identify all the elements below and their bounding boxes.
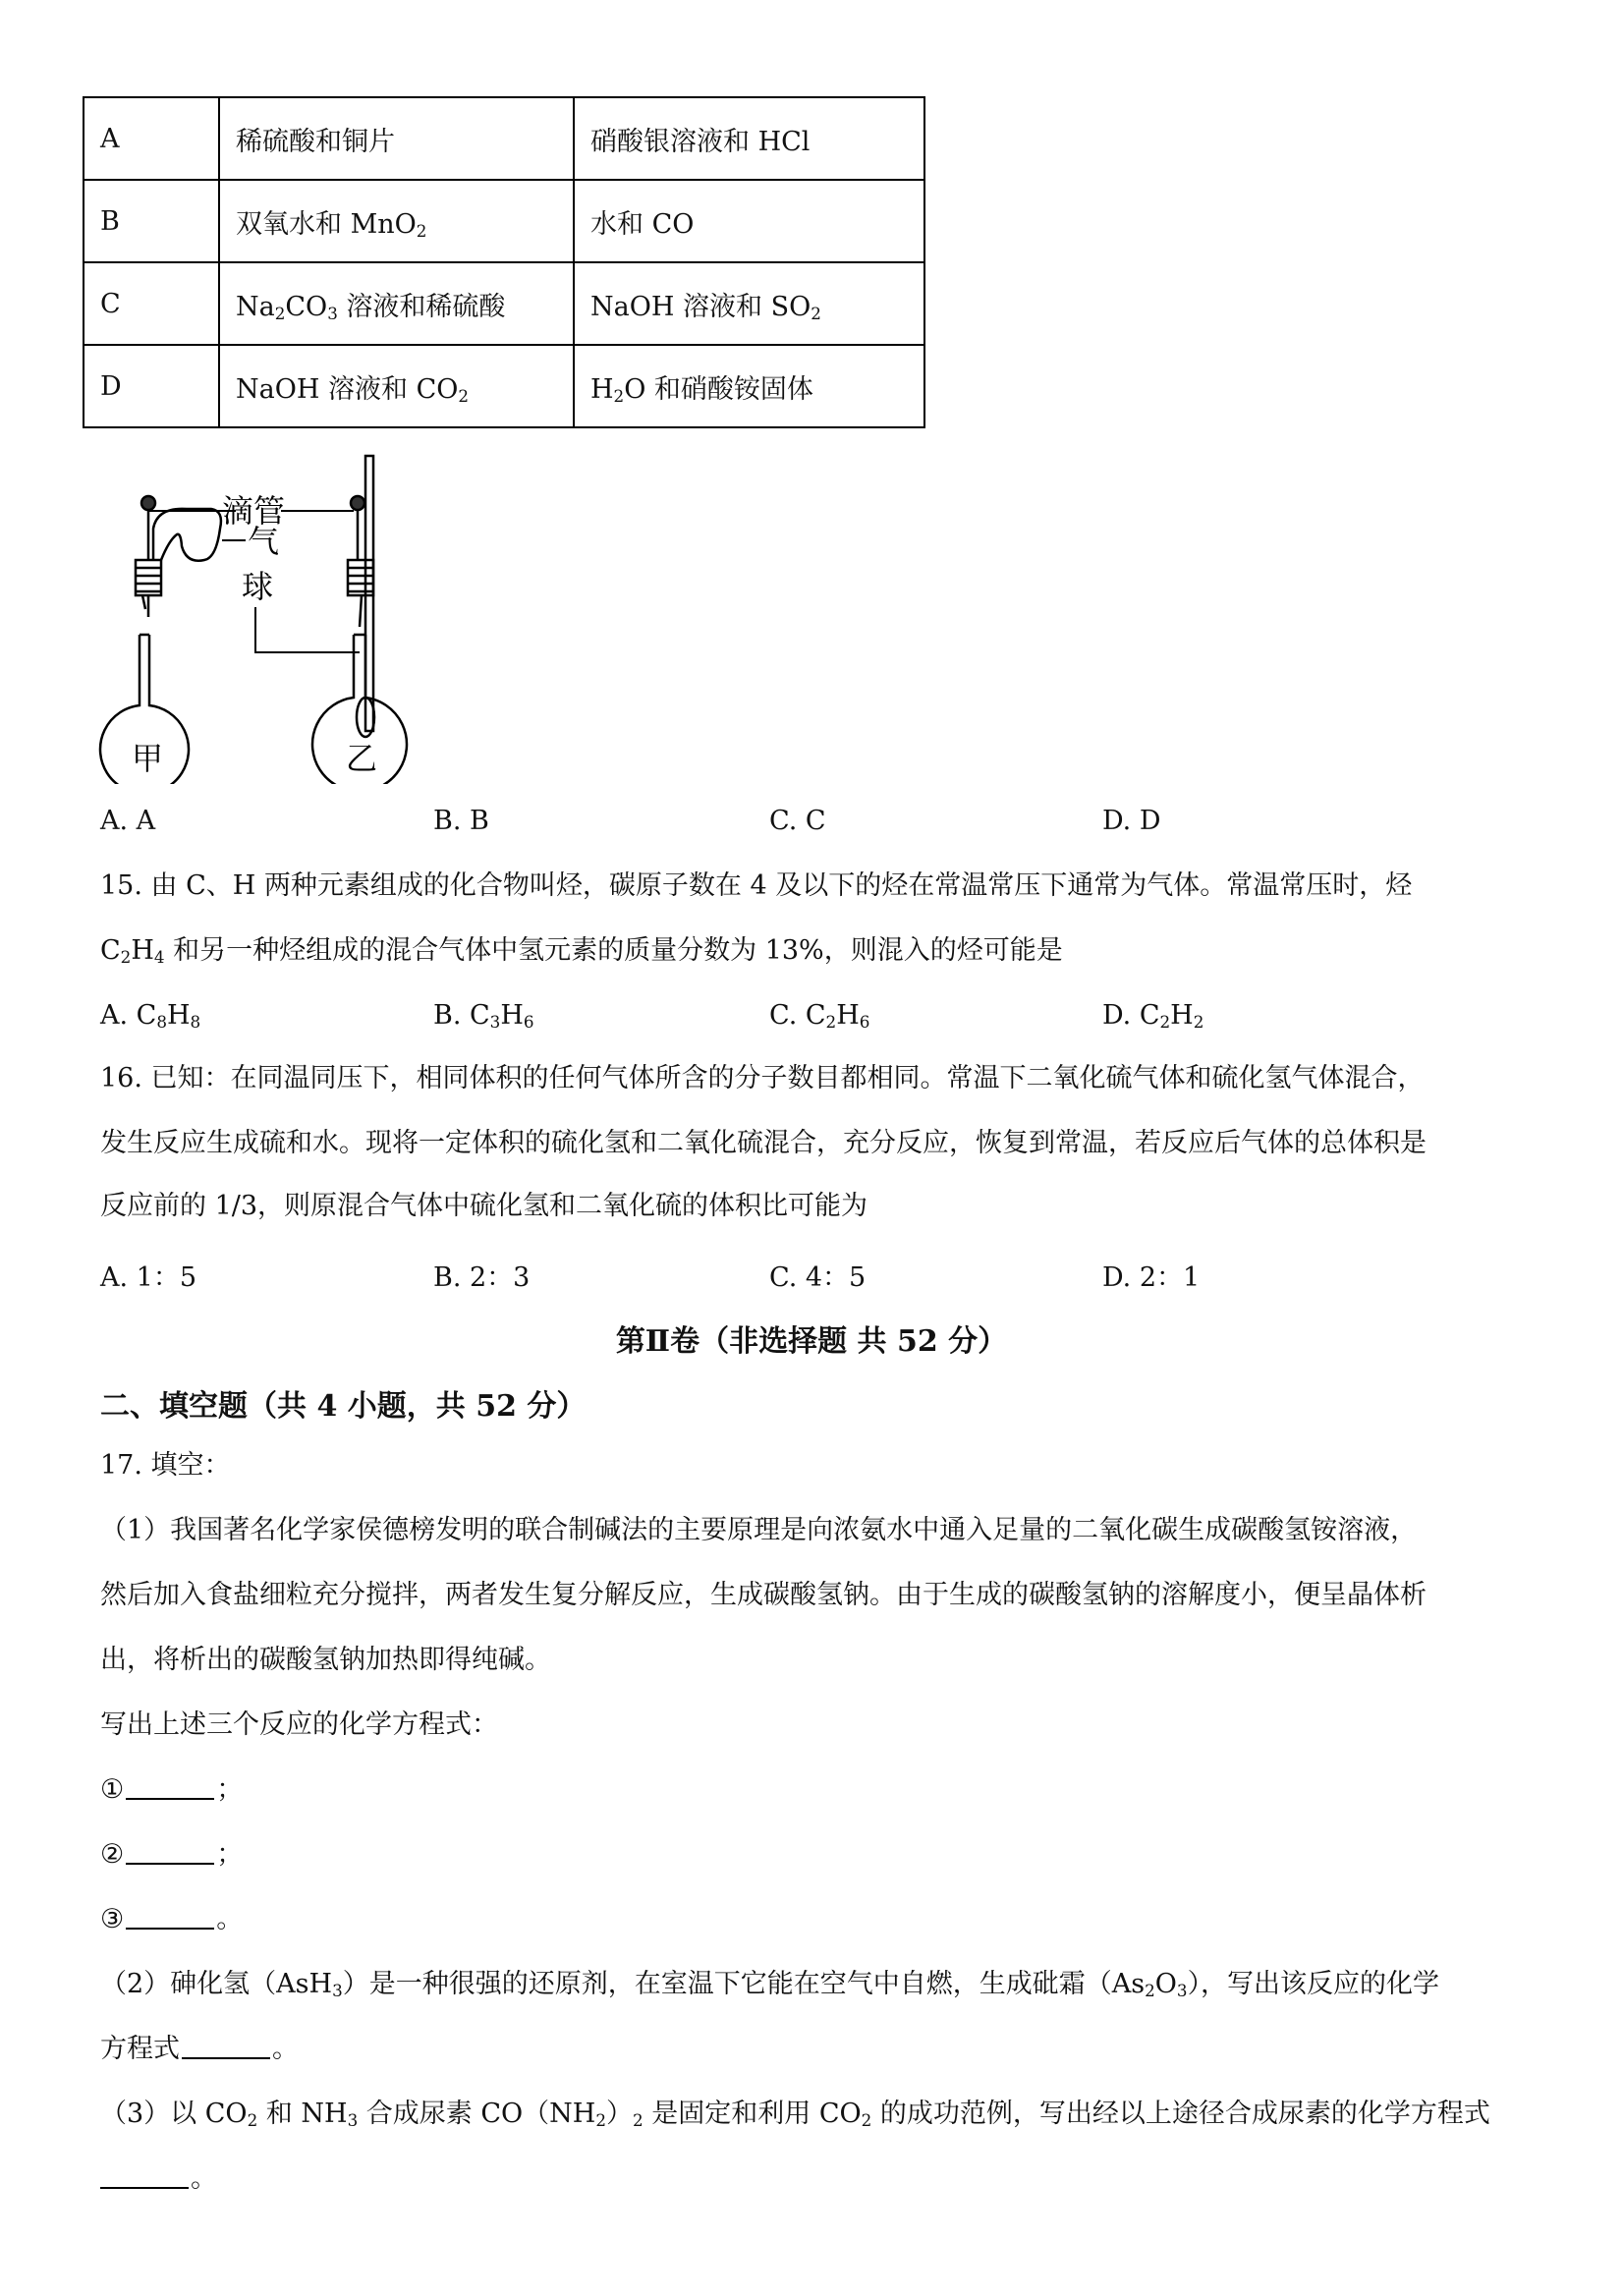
flask-yi <box>312 456 407 784</box>
q15-line2: $C_2H_4$ 和另一种烃组成的混合气体中氢元素的质量分数为 13%，则混入的烃可能是 <box>100 935 1063 968</box>
answer-blank-4[interactable] <box>182 2034 270 2059</box>
option-label: A <box>84 97 219 180</box>
answer-blank-2[interactable] <box>126 1839 214 1865</box>
q14-choice-d: D. D <box>1102 806 1161 836</box>
answer-blank-3[interactable] <box>126 1904 214 1930</box>
reagent-jia: 双氧水和 MnO$_2$ <box>219 180 574 262</box>
balloon-label-2: 球 <box>242 568 274 605</box>
q17-p1-line3: 出，将析出的碳酸氢钠加热即得纯碱。 <box>100 1645 551 1675</box>
reagent-jia: $Na_2CO_3$ 溶液和稀硫酸 <box>219 262 574 345</box>
q17-p2-line1: （2）砷化氢（AsH$_3$）是一种很强的还原剂，在室温下它能在空气中自燃，生成砒霜$(As_2O_3)$，写出该反应的化学 <box>100 1969 1440 2001</box>
table-row <box>84 262 924 345</box>
q15-choice-d: D. $C_2H_2$ <box>1102 1000 1204 1033</box>
q15-line1: 15. 由 C、H 两种元素组成的化合物叫烃，碳原子数在 4 及以下的烃在常温常压下通常为气体。常温常压时，烃 <box>100 870 1413 901</box>
table-row <box>84 345 924 427</box>
q17-p3-line1: （3）以 $CO_2$ 和 $NH_3$ 合成尿素 $CO(NH_2)_2$ 是固定和利用 $CO_2$ 的成功范例，写出经以上途径合成尿素的化学方程式 <box>100 2099 1490 2131</box>
reagent-table <box>83 96 925 428</box>
q16-choice-d: D. 2：1 <box>1102 1262 1201 1293</box>
reagent-yi: $H_2O$ 和硝酸铵固体 <box>574 345 924 427</box>
apparatus-figure <box>88 450 442 784</box>
answer-blank-5[interactable] <box>100 2163 189 2189</box>
option-label: B <box>84 180 219 262</box>
q16-choice-b: B. 2：3 <box>433 1262 531 1293</box>
q14-choice-c: C. C <box>769 806 826 836</box>
reagent-yi: 硝酸银溶液和 HCl <box>574 97 924 180</box>
q16-line2: 发生反应生成硫和水。现将一定体积的硫化氢和二氧化硫混合，充分反应，恢复到常温，若反应后气体的总体积是 <box>100 1128 1427 1158</box>
balloon-leader-right <box>255 607 360 652</box>
flask-right-label: 乙 <box>346 740 378 777</box>
q15-choice-c: C. $C_2H_6$ <box>769 1000 870 1033</box>
q17-p1-line2: 然后加入食盐细粒充分搅拌，两者发生复分解反应，生成碳酸氢钠。由于生成的碳酸氢钠的溶解度小，便呈晶体析 <box>100 1580 1427 1610</box>
q17-p2-line2: 方程式 。 <box>100 2034 299 2064</box>
option-label: C <box>84 262 219 345</box>
q17-blank3: ③ 。 <box>100 1904 244 1934</box>
table-row <box>84 180 924 262</box>
reagent-jia: NaOH 溶液和 $CO_2$ <box>219 345 574 427</box>
option-label: D <box>84 345 219 427</box>
q15-choice-a: A. $C_8H_8$ <box>100 1000 201 1033</box>
part2-title: 二、填空题（共 4 小题，共 52 分） <box>100 1389 587 1424</box>
q17-p1-line4: 写出上述三个反应的化学方程式： <box>100 1709 498 1740</box>
q17-blank1: ① ； <box>100 1774 244 1805</box>
section2-title: 第Ⅱ卷（非选择题 共 52 分） <box>615 1324 1008 1359</box>
q17-blank2: ② ； <box>100 1839 244 1870</box>
reagent-yi: NaOH 溶液和 $SO_2$ <box>574 262 924 345</box>
q16-choice-a: A. 1：5 <box>100 1262 197 1293</box>
q17-p1-line1: （1）我国著名化学家侯德榜发明的联合制碱法的主要原理是向浓氨水中通入足量的二氧化碳生成碳酸氢铵溶液， <box>100 1515 1418 1545</box>
answer-blank-1[interactable] <box>126 1774 214 1800</box>
q17-p3-line2: 。 <box>100 2163 217 2195</box>
balloon-label-1: 气 <box>248 523 280 560</box>
q14-choice-b: B. B <box>433 806 489 836</box>
q16-choice-c: C. 4：5 <box>769 1262 867 1293</box>
q16-line3: 反应前的 1/3，则原混合气体中硫化氢和二氧化硫的体积比可能为 <box>100 1191 868 1221</box>
flask-left-label: 甲 <box>132 740 164 777</box>
reagent-yi: 水和 CO <box>574 180 924 262</box>
table-row <box>84 97 924 180</box>
q15-choice-b: B. $C_3H_6$ <box>433 1000 534 1033</box>
dropper-label: 滴管 <box>222 492 286 530</box>
q16-line1: 16. 已知：在同温同压下，相同体积的任何气体所含的分子数目都相同。常温下二氧化硫气体和硫化氢气体混合， <box>100 1063 1425 1093</box>
reagent-jia: 稀硫酸和铜片 <box>219 97 574 180</box>
q14-choice-a: A. A <box>100 806 156 836</box>
q17-title: 17. 填空： <box>100 1450 231 1481</box>
